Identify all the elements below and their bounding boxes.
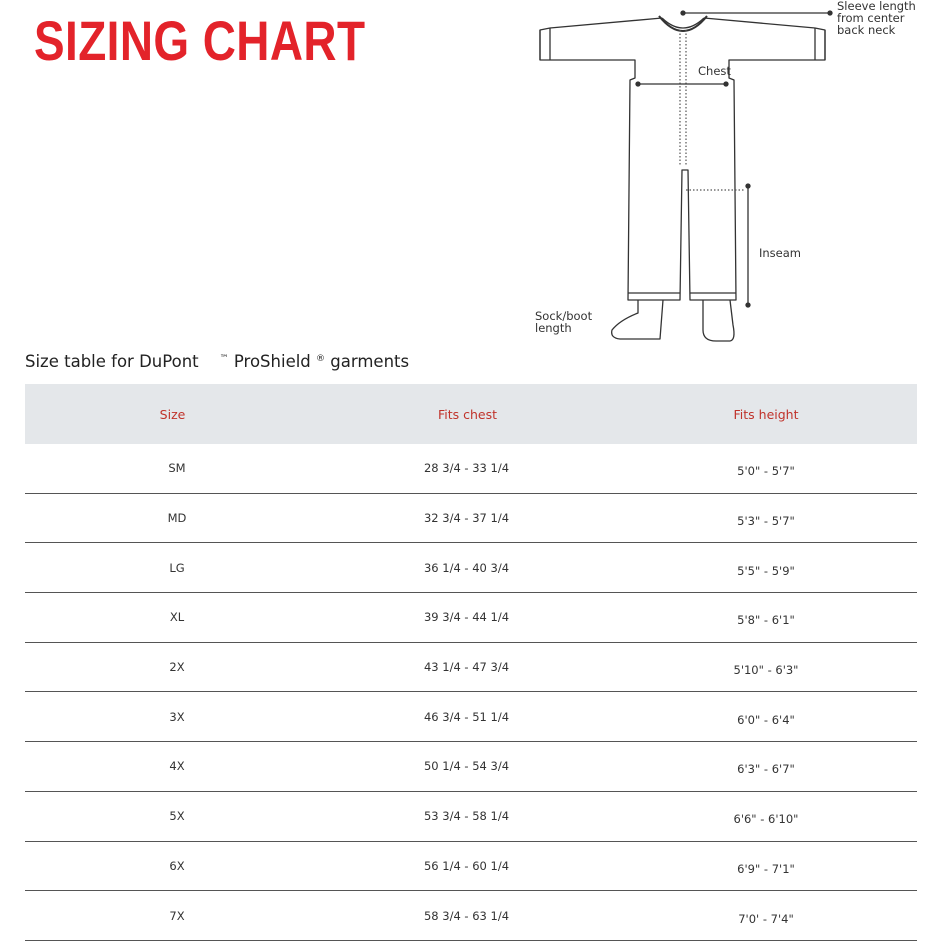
cell-chest: 46 3/4 - 51 1/4: [423, 709, 510, 724]
cell-height: 6'9" - 7'1": [737, 861, 795, 876]
table-row: [25, 494, 917, 544]
cell-chest: 43 1/4 - 47 3/4: [423, 660, 510, 675]
coverall-diagram: [520, 0, 942, 350]
cell-size: 5X: [169, 809, 185, 824]
cell-size: 2X: [169, 660, 185, 675]
cell-size: 7X: [169, 908, 185, 923]
table-row: [25, 891, 917, 941]
cell-height: 7'0' - 7'4": [738, 911, 794, 926]
table-row: [25, 692, 917, 742]
cell-height: 6'6" - 6'10": [733, 812, 799, 827]
header-fits-height: Fits height: [733, 406, 799, 422]
inseam-label: Inseam: [759, 246, 801, 260]
sleeve-length-label-2: from center: [837, 11, 905, 25]
caption-part2: ProShield: [233, 352, 311, 371]
table-row: [25, 842, 917, 892]
cell-size: XL: [169, 610, 185, 625]
table-row: [25, 543, 917, 593]
cell-size: SM: [168, 461, 186, 476]
cell-chest: 56 1/4 - 60 1/4: [423, 858, 510, 873]
table-caption: [25, 352, 409, 371]
cell-size: MD: [167, 511, 187, 526]
cell-chest: 32 3/4 - 37 1/4: [423, 511, 510, 526]
sleeve-length-label-1: Sleeve length: [837, 0, 916, 13]
table-header: [25, 384, 917, 444]
table-row: [25, 792, 917, 842]
sleeve-length-label-3: back neck: [837, 23, 896, 37]
cell-height: 6'0" - 6'4": [737, 712, 795, 727]
header-fits-chest: Fits chest: [437, 406, 498, 422]
header-size: Size: [159, 406, 186, 422]
table-row: [25, 643, 917, 693]
table-row: [25, 742, 917, 792]
caption-part1: Size table for DuPont: [25, 352, 199, 371]
cell-chest: 28 3/4 - 33 1/4: [423, 461, 510, 476]
cell-height: 5'10" - 6'3": [733, 663, 799, 678]
table-row: [25, 593, 917, 643]
table-row: [25, 444, 917, 494]
cell-height: 5'5" - 5'9": [737, 563, 795, 578]
cell-size: 3X: [169, 709, 185, 724]
cell-chest: 36 1/4 - 40 3/4: [423, 560, 510, 575]
sock-length-label-1: Sock/boot: [535, 309, 593, 323]
cell-chest: 53 3/4 - 58 1/4: [423, 809, 510, 824]
caption-part3: garments: [330, 352, 410, 371]
chest-label: Chest: [698, 64, 731, 78]
size-table: [25, 384, 917, 941]
trademark-symbol: ™: [219, 354, 229, 364]
cell-size: 4X: [169, 759, 185, 774]
cell-height: 6'3" - 6'7": [737, 762, 795, 777]
sock-length-label-2: length: [535, 321, 572, 335]
cell-size: LG: [169, 560, 185, 575]
coverall-illustration: [520, 0, 942, 350]
cell-height: 5'3" - 5'7": [737, 514, 795, 529]
cell-height: 5'8" - 6'1": [737, 613, 795, 628]
cell-height: 5'0" - 5'7": [737, 464, 795, 479]
cell-chest: 50 1/4 - 54 3/4: [423, 759, 510, 774]
cell-size: 6X: [169, 858, 185, 873]
registered-symbol: ®: [316, 354, 326, 364]
cell-chest: 39 3/4 - 44 1/4: [423, 610, 510, 625]
cell-chest: 58 3/4 - 63 1/4: [423, 908, 510, 923]
page-title: SIZING CHART: [34, 9, 366, 72]
